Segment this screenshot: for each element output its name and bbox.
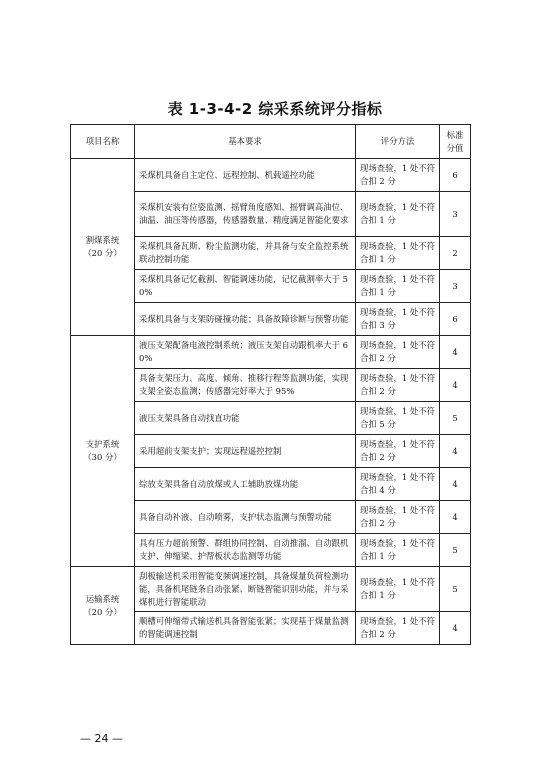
page-number: — 24 — — [80, 732, 123, 745]
score-cell: 5 — [440, 534, 471, 567]
category-name: 割煤系统 — [85, 235, 120, 245]
requirement-cell: 采煤机具备与支架防碰撞功能；具备故障诊断与预警功能 — [135, 303, 356, 336]
method-cell: 现场查验，1 处不符合扣 4 分 — [356, 468, 440, 501]
category-cell — [71, 336, 135, 567]
method-cell: 现场查验，1 处不符合扣 1 分 — [356, 237, 440, 270]
method-cell: 现场查验，1 处不符合扣 5 分 — [356, 402, 440, 435]
score-cell: 4 — [440, 612, 471, 645]
table-row — [71, 567, 471, 612]
category-points: （20 分） — [83, 248, 122, 258]
requirement-cell: 刮板输送机采用智能变频调速控制，具备煤量负荷检测功能，具备机尾链条自动张紧、断链智能识别功能，并与采煤机进行智能联动 — [135, 567, 356, 612]
category-points: （20 分） — [83, 606, 122, 617]
requirement-cell: 液压支架配备电液控制系统；液压支架自动跟机率大于 60% — [135, 336, 356, 369]
requirement-cell: 具有压力超前预警、群组协同控制、自动推溜、自动跟机支护、伸缩梁、护帮板状态监测等功能 — [135, 534, 356, 567]
method-cell: 现场查验，1 处不符合扣 1 分 — [356, 192, 440, 237]
requirement-cell: 采煤机具备记忆截割、智能调速功能，记忆截割率大于 50% — [135, 270, 356, 303]
scoring-table — [70, 124, 471, 645]
method-cell: 现场查验，1 处不符合扣 2 分 — [356, 501, 440, 534]
score-cell: 5 — [440, 567, 471, 612]
method-cell: 现场查验，1 处不符合扣 2 分 — [356, 612, 440, 645]
category-cell — [71, 567, 135, 645]
method-cell: 现场查验，1 处不符合扣 2 分 — [356, 435, 440, 468]
score-cell: 6 — [440, 159, 471, 192]
header-row — [71, 125, 471, 159]
score-cell: 2 — [440, 237, 471, 270]
requirement-cell: 具备支架压力、高度、倾角、推移行程等监测功能，实现支架全姿态监测；传感器完好率大于 95% — [135, 369, 356, 402]
header-score: 标准分值 — [440, 125, 471, 159]
score-cell: 4 — [440, 468, 471, 501]
method-cell: 现场查验，1 处不符合扣 2 分 — [356, 369, 440, 402]
score-cell: 4 — [440, 435, 471, 468]
score-cell: 5 — [440, 402, 471, 435]
table-row — [71, 159, 471, 192]
requirement-cell: 综放支架具备自动放煤或人工辅助放煤功能 — [135, 468, 356, 501]
requirement-cell: 采用超前支架支护；实现远程遥控控制 — [135, 435, 356, 468]
header-method: 评分方法 — [356, 125, 440, 159]
score-cell: 3 — [440, 192, 471, 237]
header-item: 项目名称 — [71, 125, 135, 159]
method-cell: 现场查验，1 处不符合扣 1 分 — [356, 534, 440, 567]
method-cell: 现场查验，1 处不符合扣 1 分 — [356, 270, 440, 303]
method-cell: 现场查验，1 处不符合扣 1 分 — [356, 567, 440, 612]
requirement-cell: 采煤机具备瓦斯、粉尘监测功能，并具备与安全监控系统联动控制功能 — [135, 237, 356, 270]
method-cell: 现场查验，1 处不符合扣 2 分 — [356, 336, 440, 369]
table-row — [71, 336, 471, 369]
score-cell: 3 — [440, 270, 471, 303]
requirement-cell: 液压支架具备自动找直功能 — [135, 402, 356, 435]
requirement-cell: 采煤机安装有位姿监测、摇臂角度感知、摇臂调高油位、油温、油压等传感器，传感器数量、精度满足智能化要求 — [135, 192, 356, 237]
score-cell: 6 — [440, 303, 471, 336]
requirement-cell: 采煤机具备自主定位、远程控制、机载遥控功能 — [135, 159, 356, 192]
category-name: 支护系统 — [85, 439, 120, 449]
method-cell: 现场查验，1 处不符合扣 2 分 — [356, 159, 440, 192]
score-cell: 4 — [440, 336, 471, 369]
requirement-cell: 具备自动补液、自动喷雾，支护状态监测与预警功能 — [135, 501, 356, 534]
category-name: 运输系统 — [85, 593, 120, 604]
score-cell: 4 — [440, 369, 471, 402]
requirement-cell: 顺槽可伸缩带式输送机具备智能张紧；实现基于煤量监测的智能调速控制 — [135, 612, 356, 645]
method-cell: 现场查验，1 处不符合扣 3 分 — [356, 303, 440, 336]
score-cell: 4 — [440, 501, 471, 534]
table-title: 表 1-3-4-2 综采系统评分指标 — [167, 100, 383, 118]
category-cell — [71, 159, 135, 336]
category-points: （30 分） — [83, 452, 122, 462]
table-body — [71, 159, 471, 645]
header-requirement: 基本要求 — [135, 125, 356, 159]
